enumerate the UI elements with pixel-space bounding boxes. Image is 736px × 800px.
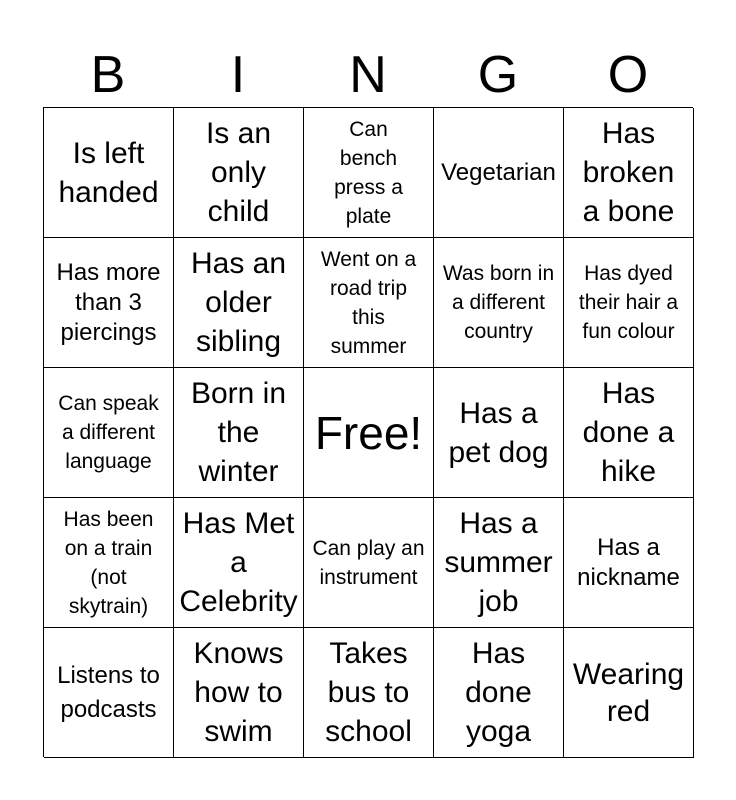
bingo-cell-label: Went on a road trip this summer — [320, 247, 417, 358]
bingo-cell-label: Can play an instrument — [312, 536, 425, 589]
bingo-cell[interactable] — [564, 238, 694, 368]
bingo-cell[interactable] — [434, 108, 564, 238]
bingo-cell-label: Knows how to swim — [193, 637, 284, 748]
free-space-label: Free! — [314, 406, 423, 459]
bingo-cell-label: Can bench press a plate — [334, 117, 403, 228]
bingo-cell[interactable] — [304, 628, 434, 758]
bingo-card-grid — [43, 107, 693, 757]
bingo-cell[interactable] — [434, 238, 564, 368]
bingo-cell[interactable] — [44, 108, 174, 238]
bingo-cell-label: Was born in a different country — [442, 262, 555, 343]
header-letter-g: G — [477, 46, 519, 104]
bingo-cell-label: Has done a hike — [582, 377, 675, 488]
bingo-cell[interactable] — [304, 238, 434, 368]
bingo-cell[interactable] — [434, 628, 564, 758]
bingo-cell[interactable] — [174, 628, 304, 758]
bingo-cell[interactable] — [304, 498, 434, 628]
bingo-header — [43, 44, 693, 106]
bingo-cell[interactable] — [44, 238, 174, 368]
bingo-cell[interactable] — [564, 368, 694, 498]
header-letter-i: I — [230, 46, 246, 104]
bingo-cell-label: Takes bus to school — [325, 637, 412, 748]
bingo-cell[interactable] — [174, 238, 304, 368]
bingo-cell-label: Has a summer job — [444, 507, 553, 618]
bingo-cell[interactable] — [44, 368, 174, 498]
bingo-cell-label: Can speak a different language — [58, 392, 159, 473]
bingo-cell-label: Has dyed their hair a fun colour — [578, 262, 679, 343]
bingo-cell[interactable] — [44, 498, 174, 628]
bingo-cell-label: Vegetarian — [441, 158, 556, 186]
bingo-cell[interactable] — [564, 628, 694, 758]
bingo-cell-label: Has been on a train (not skytrain) — [63, 507, 154, 618]
header-letter-b: B — [90, 46, 126, 104]
bingo-cell-label: Has Met a Celebrity — [179, 507, 298, 618]
bingo-cell[interactable] — [174, 108, 304, 238]
bingo-cell-label: Has a nickname — [577, 533, 680, 591]
bingo-cell[interactable] — [434, 498, 564, 628]
bingo-cell-label: Is an only child — [205, 117, 272, 228]
bingo-cell[interactable] — [174, 368, 304, 498]
bingo-cell-label: Wearing red — [572, 657, 685, 728]
bingo-cell-label: Has an older sibling — [190, 247, 287, 358]
bingo-cell[interactable] — [174, 498, 304, 628]
bingo-cell-label: Has broken a bone — [582, 117, 675, 228]
bingo-cell-label: Is left handed — [58, 136, 159, 209]
bingo-cell-label: Listens to podcasts — [57, 661, 160, 723]
bingo-cell[interactable] — [434, 368, 564, 498]
bingo-cell[interactable] — [564, 498, 694, 628]
bingo-cell-label: Has a pet dog — [448, 396, 549, 469]
free-space[interactable] — [304, 368, 434, 498]
bingo-cell-label: Born in the winter — [190, 377, 287, 488]
header-letter-o: O — [607, 46, 649, 104]
bingo-cell[interactable] — [44, 628, 174, 758]
bingo-cell[interactable] — [564, 108, 694, 238]
bingo-cell-label: Has done yoga — [465, 637, 532, 748]
bingo-cell[interactable] — [304, 108, 434, 238]
header-letter-n: N — [349, 46, 387, 104]
bingo-cell-label: Has more than 3 piercings — [56, 258, 161, 346]
